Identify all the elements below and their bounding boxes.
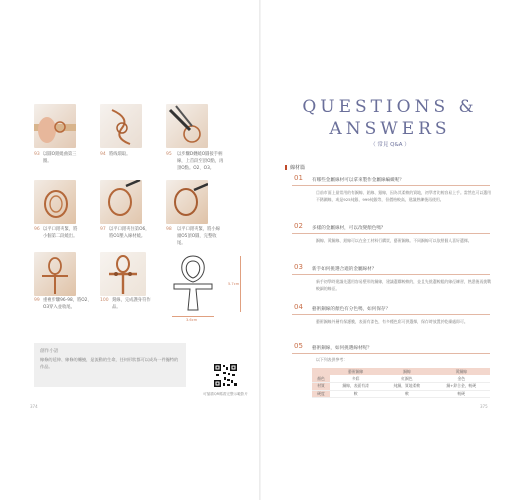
tips-box: [34, 343, 186, 387]
q1-rule: [292, 185, 490, 186]
table-cell: 金色: [433, 375, 490, 383]
q4-number: 04: [294, 303, 303, 311]
qr-caption: 可掃描QR碼看完整示範影片: [203, 392, 248, 396]
qa-title: [300, 96, 480, 140]
section-marker: [285, 165, 287, 170]
q2-answer: 銅線、黃銅線、鋁線可以在金工材料行購買，藝術銅線。不同銅線可以依照個人喜好選擇。: [316, 238, 472, 243]
step-96-photo: [34, 180, 76, 224]
step-98-text: 以平口鉗夾緊，將小線頭O5頂O圓，完整收尾。: [177, 227, 220, 246]
page-gutter: [259, 0, 261, 500]
photo-coil: [100, 104, 142, 148]
table-row: [312, 375, 490, 383]
table-cell: 銅+鋅合金，較硬: [433, 383, 490, 391]
height-dimension: 5.7cm: [228, 282, 240, 286]
width-dimension: 3.6cm: [186, 318, 198, 322]
table-header-row: [312, 368, 490, 375]
width-dimension-line: [172, 316, 214, 317]
table-header-cell: 銅線: [381, 368, 432, 375]
qa-title-line1: QUESTIONS &: [302, 97, 478, 117]
q2-number: 02: [294, 222, 303, 230]
qr-code[interactable]: [213, 363, 238, 388]
height-dimension-line: [240, 256, 241, 312]
photo-hand-wire: [34, 104, 76, 148]
step-100-text: 刻線，完成護身符作品。: [112, 298, 151, 310]
q4-rule: [292, 314, 490, 315]
photo-weave-3: [166, 180, 208, 224]
step-98-number: 98: [166, 227, 172, 232]
step-93-photo: [34, 104, 76, 148]
step-97-text: 以平口鉗夾住第O6，將O1壓入線材繞。: [109, 227, 150, 239]
step-94-text: 將线環取。: [109, 152, 131, 157]
q5-answer: 以下列表供參考：: [316, 357, 348, 362]
right-page-number: 375: [480, 404, 488, 409]
table-cell: 紅銅色: [381, 375, 432, 383]
step-96-number: 96: [34, 227, 40, 232]
table-cell: 純銅，質地柔軟: [381, 383, 432, 391]
step-95-text: 以步驟D纏繞O圓接手柄線，上首段至頂O點，再頂O點。O2、O3。: [177, 152, 224, 171]
q4-question: 藝術銅線的顏色有分色嗎，如何保存？: [312, 307, 391, 312]
table-cell: 較硬: [433, 390, 490, 398]
table-cell: 銅線，表面有漆: [330, 383, 381, 391]
tips-body: 線條的延伸、線條的纏繞，是流動的生命，任何形狀都可以成為一件獨特的作品。: [40, 357, 179, 369]
table-row-header: 材質: [312, 383, 330, 391]
table-header-cell: 藝術銅線: [330, 368, 381, 375]
photo-weave: [34, 180, 76, 224]
table-row-header: 顏色: [312, 375, 330, 383]
step-99-number: 99: [34, 298, 40, 303]
step-94-number: 94: [100, 152, 106, 157]
table-cell: 軟: [330, 390, 381, 398]
q2-question: 多樣的金屬線材，可以改變顏色嗎？: [312, 226, 386, 231]
step-99-text: 重複步驟96-98，將O2、O3穿入並收尾。: [43, 298, 92, 310]
photo-ankh-finished: [100, 252, 146, 296]
photo-weave-2: [100, 180, 142, 224]
table-cell: 多彩: [330, 375, 381, 383]
section-heading: [290, 164, 305, 171]
q3-rule: [292, 274, 490, 275]
step-96-text: 以平口鉗夾緊，將小個第二段繞出。: [43, 227, 78, 239]
q3-answer: 新手初學時建議先選用容易塑形的銅線，建議選購較軟的，並且先挑選較粗的線徑練習，熟悉後再挑戰較細的線徑。: [316, 279, 492, 291]
table-header-cell: 黃銅線: [433, 368, 490, 375]
step-94-photo: [100, 104, 142, 148]
qa-subtitle: （ 常見 Q&A ）: [370, 142, 410, 148]
photo-pliers: [166, 104, 208, 148]
q5-number: 05: [294, 342, 303, 350]
step-98-photo: [166, 180, 208, 224]
qa-title-line2: ANSWERS: [329, 119, 451, 139]
table-row: [312, 383, 490, 391]
step-97-number: 97: [100, 227, 106, 232]
step-100-photo: [100, 252, 146, 296]
step-100-number: 100: [100, 298, 109, 303]
q1-answer: 目前市面上最常用的有銅線、鋁線、銀線，因為其柔軟的質地，初學者比較容易上手。當然也可以選用不銹鋼線，或是925純銀、999純銀等，但價格較高，建議熟練後再使用。: [316, 190, 492, 202]
step-95-number: 95: [166, 152, 172, 157]
q5-rule: [292, 353, 490, 354]
left-page-number: 374: [30, 404, 38, 409]
table-row: [312, 390, 490, 398]
photo-ankh-make: [34, 252, 76, 296]
step-95-photo: [166, 104, 208, 148]
q3-number: 03: [294, 263, 303, 271]
q5-question: 藝術銅線，如何挑選線材呢？: [312, 346, 372, 351]
materials-table: [312, 368, 490, 398]
step-99-photo: [34, 252, 76, 296]
q1-question: 有哪些金屬線材可以拿來製作金屬線編織呢？: [312, 178, 404, 183]
table-row-header: 硬度: [312, 390, 330, 398]
table-header-cell: [312, 368, 330, 375]
q1-number: 01: [294, 174, 303, 182]
tips-title: 創作小語: [40, 349, 59, 354]
q3-question: 新手如何挑選合適的金屬線材？: [312, 267, 377, 272]
q2-rule: [292, 233, 490, 234]
step-93-text: 以圓O鉗繞曲第三圈。: [43, 152, 77, 164]
q4-answer: 藝術銅線外層有保護膜，表面有漆色，有多種色彩可供選擇，保存時放置於乾燥處即可。: [316, 319, 468, 324]
step-97-photo: [100, 180, 142, 224]
section-heading-text: 線材篇: [290, 165, 306, 171]
step-93-number: 93: [34, 152, 40, 157]
table-cell: 軟: [381, 390, 432, 398]
